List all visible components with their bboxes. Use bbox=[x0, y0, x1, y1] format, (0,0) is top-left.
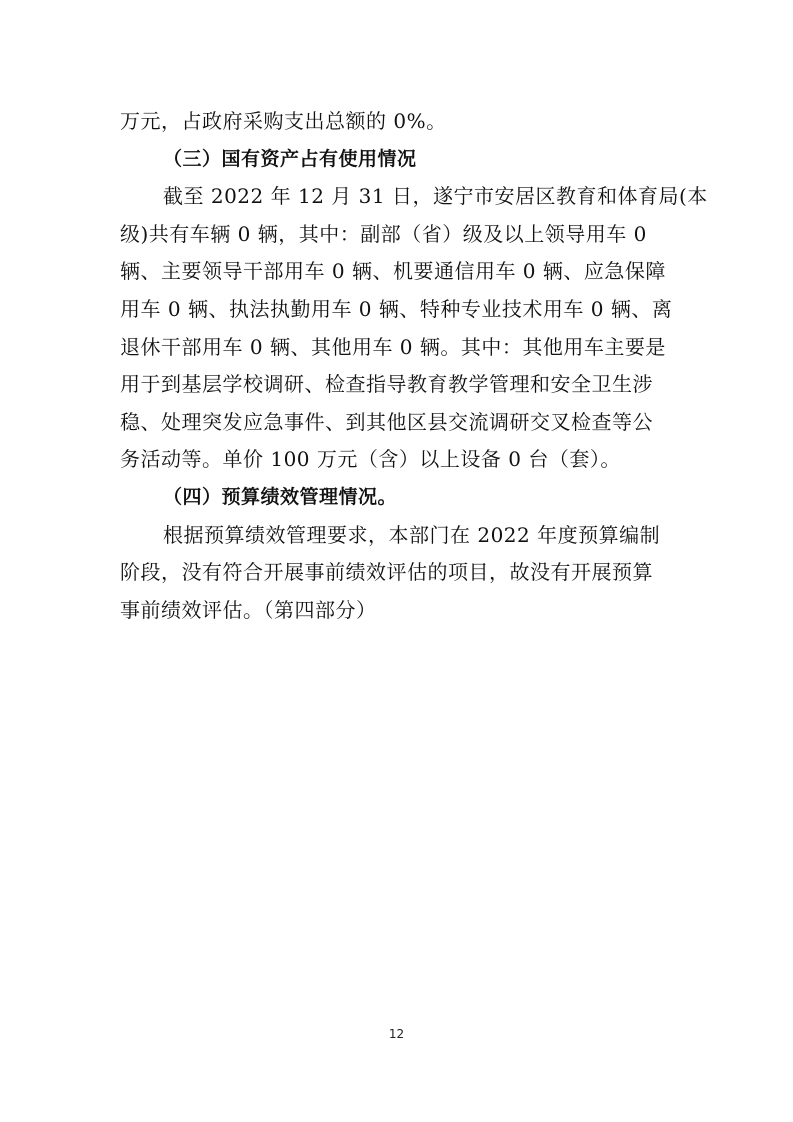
body-text-line: 务活动等。单价 100 万元（含）以上设备 0 台（套）。 bbox=[120, 447, 621, 472]
document-body bbox=[120, 103, 708, 629]
body-text-line: 稳、处理突发应急事件、到其他区县交流调研交叉检查等公 bbox=[120, 409, 653, 434]
body-text-line: 根据预算绩效管理要求，本部门在 2022 年度预算编制 bbox=[163, 522, 661, 547]
body-text-line: 退休干部用车 0 辆、其他用车 0 辆。其中：其他用车主要是 bbox=[120, 334, 666, 359]
section-heading-performance: （四）预算绩效管理情况。 bbox=[163, 485, 398, 508]
body-text-line: 辆、主要领导干部用车 0 辆、机要通信用车 0 辆、应急保障 bbox=[120, 259, 666, 284]
body-text-line: 级)共有车辆 0 辆，其中：副部（省）级及以上领导用车 0 bbox=[120, 221, 647, 246]
body-text-line: 截至 2022 年 12 月 31 日，遂宁市安居区教育和体育局(本 bbox=[163, 184, 708, 209]
body-text-line: 万元，占政府采购支出总额的 0%。 bbox=[120, 109, 447, 133]
body-text-line: 阶段，没有符合开展事前绩效评估的项目，故没有开展预算 bbox=[120, 560, 653, 585]
body-text-line: 用车 0 辆、执法执勤用车 0 辆、特种专业技术用车 0 辆、离 bbox=[120, 296, 673, 321]
page-number: 12 bbox=[388, 1027, 405, 1041]
body-text-line: 用于到基层学校调研、检查指导教育教学管理和安全卫生涉 bbox=[120, 372, 653, 397]
section-heading-assets: （三）国有资产占有使用情况 bbox=[163, 147, 417, 170]
body-text-line: 事前绩效评估。（第四部分） bbox=[120, 597, 377, 622]
